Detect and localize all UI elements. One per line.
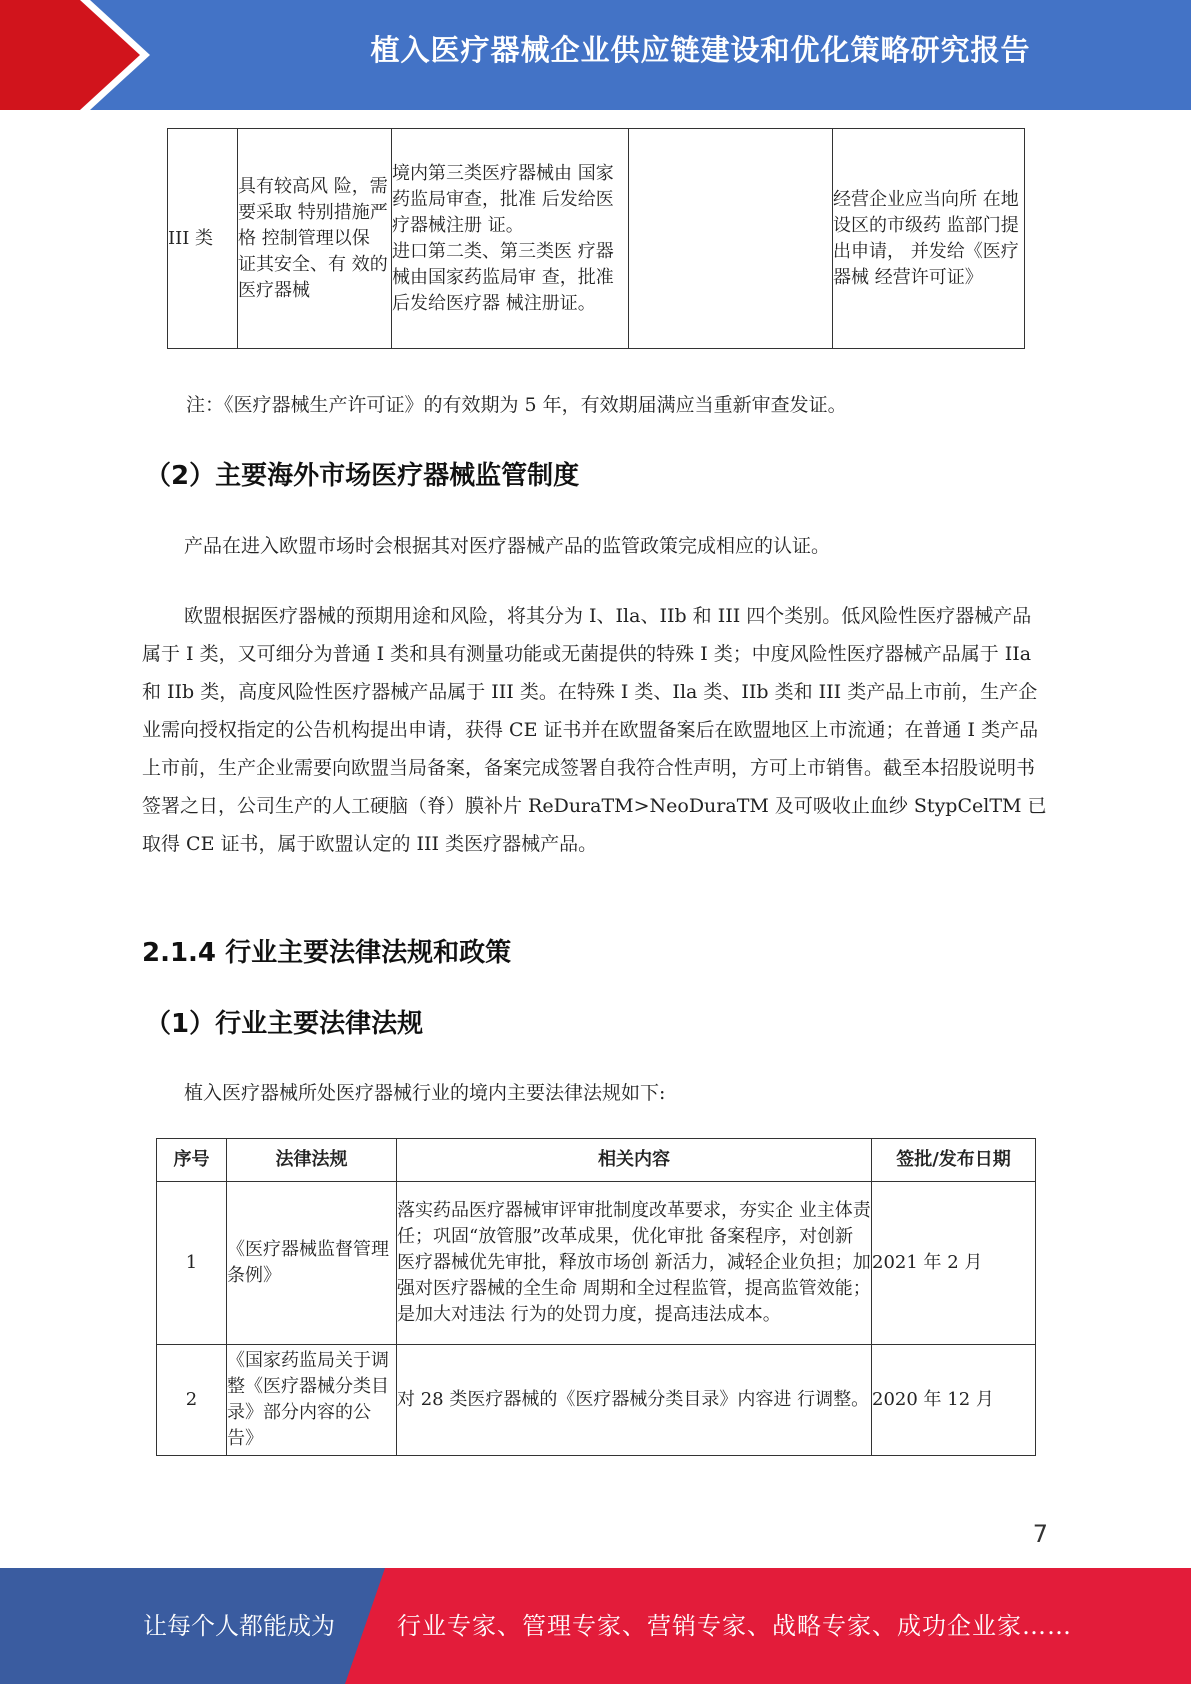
page-number: 7 [1032, 1520, 1048, 1548]
paragraph-eu-classification: 欧盟根据医疗器械的预期用途和风险，将其分为 I、Ila、IIb 和 III 四个类别。低风险性医疗器械产品属于 I 类，又可细分为普通 I 类和具有测量功能或无菌提供的特殊 I 类；中度风险性医疗器械产品属于 IIa 和 IIb 类，高度风险性医疗器械产品属于 III 类。在特殊 I 类、Ila 类、IIb 类和 III 类产品上市前，生产企业需向授权指定的公告机构提出申请，获得 CE 证书并在欧盟备案后在欧盟地区上市流通；在普通 I 类产品上市前，生产企业需要向欧盟当局备案，备案完成签署自我符合性声明，方可上市销售。截至本招股说明书签署之日，公司生产的人工硬脑（脊）膜补片 ReDuraTM>NeoDuraTM 及可吸收止血纱 StypCelTM 已取得 CE 证书，属于欧盟认定的 III 类医疗器械产品。 [142, 605, 1047, 855]
page-header [0, 0, 1191, 110]
table-header-row [157, 1139, 1036, 1182]
table-note: 注：《医疗器械生产许可证》的有效期为 5 年，有效期届满应当重新审查发证。 [186, 394, 847, 416]
page-footer [0, 1568, 1191, 1684]
registration-import: 进口第二类、第三类医 疗器械由国家药监局审 查，批准后发给医疗器 械注册证。 [392, 240, 614, 314]
class-cell: III 类 [168, 129, 238, 349]
section-heading-overseas: （2）主要海外市场医疗器械监管制度 [145, 461, 580, 491]
paragraph-overseas-intro: 产品在进入欧盟市场时会根据其对医疗器械产品的监管政策完成相应的认证。 [184, 535, 831, 557]
table-row [157, 1345, 1036, 1456]
business-cell: 经营企业应当向所 在地设区的市级药 监部门提出申请， 并发给《医疗器械 经营许可证》 [833, 129, 1025, 349]
registration-domestic: 境内第三类医疗器械由 国家药监局审查，批准 后发给医疗器械注册 证。 [392, 162, 614, 236]
row-law: 《医疗器械监督管理条例》 [227, 1182, 397, 1345]
header-no: 序号 [157, 1139, 227, 1182]
report-title: 植入医疗器械企业供应链建设和优化策略研究报告 [370, 33, 1031, 67]
row-law: 《国家药监局关于调整《医疗器械分类目录》部分内容的公告》 [227, 1345, 397, 1456]
row-date: 2021 年 2 月 [872, 1182, 1036, 1345]
registration-cell [392, 129, 629, 349]
subsection-heading-laws: （1）行业主要法律法规 [145, 1009, 424, 1039]
risk-cell: 具有较高风 险，需要采取 特别措施严格 控制管理以保 证其安全、有 效的医疗器械 [238, 129, 392, 349]
row-content: 落实药品医疗器械审评审批制度改革要求，夯实企 业主体责任；巩固“放管服”改革成果，优化审批 备案程序，对创新医疗器械优先审批，释放市场创 新活力，减轻企业负担；加强对医疗器械的全生命 周期和全过程监管，提高监管效能；是加大对违法 行为的处罚力度，提高违法成本。 [397, 1182, 872, 1345]
row-no: 1 [157, 1182, 227, 1345]
laws-table [156, 1138, 1036, 1456]
footer-slogan-right: 行业专家、管理专家、营销专家、战略专家、成功企业家…… [397, 1612, 1072, 1640]
production-cell [629, 129, 833, 349]
row-content: 对 28 类医疗器械的《医疗器械分类目录》内容进 行调整。 [397, 1345, 872, 1456]
classification-table-continued [167, 128, 1025, 349]
table-row [157, 1182, 1036, 1345]
paragraph-laws-intro: 植入医疗器械所处医疗器械行业的境内主要法律法规如下: [184, 1082, 666, 1104]
header-red-chevron [0, 0, 140, 110]
header-content: 相关内容 [397, 1139, 872, 1182]
row-date: 2020 年 12 月 [872, 1345, 1036, 1456]
table-row [168, 129, 1025, 349]
footer-slogan-left: 让每个人都能成为 [143, 1612, 335, 1640]
row-no: 2 [157, 1345, 227, 1456]
section-heading-laws: 2.1.4 行业主要法律法规和政策 [142, 938, 512, 968]
header-law: 法律法规 [227, 1139, 397, 1182]
header-date: 签批/发布日期 [872, 1139, 1036, 1182]
